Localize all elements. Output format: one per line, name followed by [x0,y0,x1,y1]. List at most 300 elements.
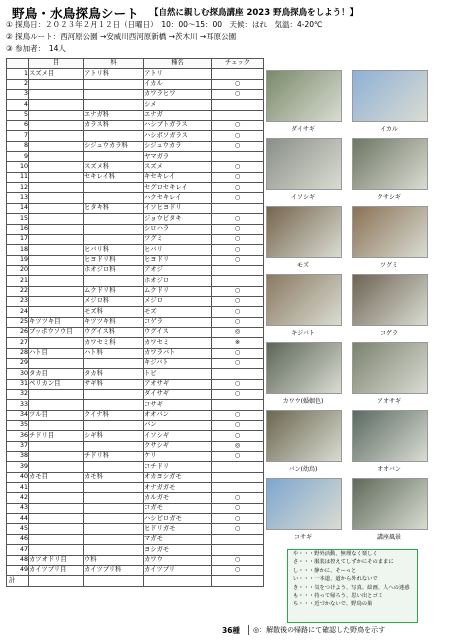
family-cell: シジュウカラ科 [84,141,144,151]
species-cell: キセキレイ [144,172,212,182]
row-number: 22 [7,286,29,296]
row-number: 49 [7,565,29,575]
table-row [7,379,264,389]
family-cell: ヒヨドリ科 [84,255,144,265]
row-number: 8 [7,141,29,151]
photo-caption: クサシギ [377,194,401,201]
table-row [7,524,264,534]
check-cell: ○ [212,555,264,565]
info-route: ② 探鳥ルート：西河原公園 →安威川西河原新橋 →茨木川 →耳原公園 [6,32,237,41]
table-row [7,369,264,379]
check-cell: ◎ [212,441,264,451]
family-cell [84,79,144,89]
row-number: 17 [7,234,29,244]
legend-line: い・・・一本道、道から外れないで [293,576,378,583]
family-cell: カワセミ科 [84,338,144,348]
check-cell [212,69,264,79]
family-cell: エナガ科 [84,110,144,120]
family-cell: ウ科 [84,555,144,565]
order-cell [29,131,84,141]
species-cell: シロハラ [144,224,212,234]
family-cell: カモ科 [84,472,144,482]
check-cell: ○ [212,121,264,131]
row-number: 4 [7,100,29,110]
bird-photo [266,478,342,530]
row-number: 43 [7,503,29,513]
order-cell [29,245,84,255]
family-cell [84,390,144,400]
species-cell: カワウ [144,555,212,565]
order-cell [29,90,84,100]
bird-photo [266,138,342,190]
header-no [7,59,29,69]
bird-photo [352,274,428,326]
order-cell [29,203,84,213]
order-cell [29,255,84,265]
order-cell [29,452,84,462]
row-number: 35 [7,421,29,431]
total-spacer [84,576,144,587]
legend-line: き・・・気をつけよう、写真、絵画、人への迷惑 [293,584,410,591]
family-cell: カラス科 [84,121,144,131]
table-row [7,483,264,493]
table-row [7,307,264,317]
bird-photo [352,410,428,462]
family-cell: タカ科 [84,369,144,379]
order-cell [29,493,84,503]
family-cell [84,152,144,162]
info-participants: ③ 参加者： 14人 [6,44,66,53]
species-cell: セグロセキレイ [144,183,212,193]
table-row [7,183,264,193]
check-cell [212,534,264,544]
table-row [7,472,264,482]
check-cell: ○ [212,503,264,513]
species-cell: カワラヒワ [144,90,212,100]
family-cell: メジロ科 [84,296,144,306]
order-cell [29,483,84,493]
family-cell [84,214,144,224]
species-cell: ヒヨドリ [144,255,212,265]
photo-caption: イカル [380,126,398,133]
row-number: 48 [7,555,29,565]
family-cell [84,131,144,141]
order-cell [29,503,84,513]
row-number: 32 [7,390,29,400]
order-cell: カモ目 [29,472,84,482]
check-cell [212,152,264,162]
family-cell [84,193,144,203]
table-row [7,90,264,100]
bird-photo [266,70,342,122]
species-cell: ヨシガモ [144,545,212,555]
species-cell: ホオジロ [144,276,212,286]
check-cell [212,100,264,110]
total-spacer [212,576,264,587]
species-cell: キジバト [144,358,212,368]
table-row [7,493,264,503]
header-family: 科 [84,59,144,69]
bird-photo [266,274,342,326]
table-row [7,172,264,182]
photo-caption: イソシギ [290,194,315,201]
photo-caption: ツグミ [380,262,398,269]
family-cell: モズ科 [84,307,144,317]
check-cell: ○ [212,431,264,441]
species-cell: コチドリ [144,462,212,472]
species-cell: シジュウカラ [144,141,212,151]
table-row [7,276,264,286]
check-cell [212,472,264,482]
bird-photo [352,70,428,122]
check-cell: ○ [212,245,264,255]
legend-line: も・・・持って帰ろう、思い出とゴミ [293,593,384,600]
family-cell [84,358,144,368]
family-cell [84,90,144,100]
check-cell: ○ [212,90,264,100]
species-cell: スズメ [144,162,212,172]
check-cell: ○ [212,214,264,224]
table-row [7,503,264,513]
row-number: 19 [7,255,29,265]
table-row [7,431,264,441]
row-number: 44 [7,514,29,524]
table-row [7,234,264,244]
order-cell [29,296,84,306]
family-cell: チドリ科 [84,452,144,462]
check-cell: ○ [212,524,264,534]
family-cell: サギ科 [84,379,144,389]
family-cell: カイツブリ科 [84,565,144,575]
check-cell: ○ [212,193,264,203]
check-cell: ○ [212,390,264,400]
table-row [7,462,264,472]
table-row [7,441,264,451]
species-cell: ジョウビタキ [144,214,212,224]
species-cell: イカル [144,79,212,89]
row-number: 20 [7,265,29,275]
order-cell [29,110,84,120]
row-number: 10 [7,162,29,172]
check-cell: ○ [212,162,264,172]
species-cell: ハシビロガモ [144,514,212,524]
species-cell: コゲラ [144,317,212,327]
photo-caption: 講座風景 [376,534,401,541]
check-cell: ○ [212,286,264,296]
order-cell [29,214,84,224]
order-cell [29,152,84,162]
species-cell: ウグイス [144,327,212,337]
row-number: 14 [7,203,29,213]
photo-caption: アオサギ [377,398,401,405]
species-cell: コサギ [144,400,212,410]
species-cell: オオバン [144,410,212,420]
order-cell: タカ目 [29,369,84,379]
check-cell: ○ [212,172,264,182]
table-row [7,555,264,565]
species-cell: ケリ [144,452,212,462]
table-row [7,162,264,172]
row-number: 9 [7,152,29,162]
check-cell: ○ [212,410,264,420]
family-cell [84,421,144,431]
bird-photo [352,206,428,258]
total-label: 計 [7,576,29,587]
table-row [7,121,264,131]
order-cell: カイツブリ目 [29,565,84,575]
order-cell [29,286,84,296]
row-number: 39 [7,462,29,472]
species-cell: シメ [144,100,212,110]
total-count: 36種 [222,626,240,635]
info-date: ① 探鳥日：２０２３年２月１２日（日曜日） 10：00～15：00 天候：はれ 気温：4-20℃ [6,20,323,29]
species-cell: ダイサギ [144,390,212,400]
family-cell [84,276,144,286]
check-cell: ○ [212,348,264,358]
family-cell: ムクドリ科 [84,286,144,296]
order-cell: ペリカン目 [29,379,84,389]
row-number: 3 [7,90,29,100]
check-cell: ○ [212,379,264,389]
species-cell: モズ [144,307,212,317]
check-cell [212,265,264,275]
table-row [7,452,264,462]
check-cell: ○ [212,79,264,89]
species-cell: アトリ [144,69,212,79]
table-row [7,545,264,555]
species-cell: カワセミ [144,338,212,348]
order-cell [29,141,84,151]
legend-line: さ・・・服装は控えてしずかにそのままに [293,559,394,566]
photo-caption: カワウ(婚姻色) [282,398,324,405]
row-number: 34 [7,410,29,420]
check-cell: ○ [212,234,264,244]
check-cell: ※ [212,338,264,348]
family-cell [84,493,144,503]
check-cell [212,462,264,472]
family-cell [84,462,144,472]
check-cell: ◎ [212,327,264,337]
row-number: 7 [7,131,29,141]
order-cell: ハト目 [29,348,84,358]
total-row [7,576,264,587]
row-number: 13 [7,193,29,203]
family-cell: クイナ科 [84,410,144,420]
table-row [7,214,264,224]
family-cell: アトリ科 [84,69,144,79]
order-cell [29,276,84,286]
order-cell: ツル目 [29,410,84,420]
order-cell [29,234,84,244]
row-number: 16 [7,224,29,234]
species-cell: クサシギ [144,441,212,451]
order-cell [29,338,84,348]
family-cell [84,224,144,234]
order-cell [29,524,84,534]
photo-caption: キジバト [291,330,315,337]
photo-caption: モズ [296,262,309,269]
table-row [7,358,264,368]
table-row [7,286,264,296]
photo-caption: コゲラ [379,330,398,337]
family-cell [84,524,144,534]
row-number: 41 [7,483,29,493]
species-cell: エナガ [144,110,212,120]
table-row [7,110,264,120]
table-row [7,400,264,410]
check-cell: ○ [212,514,264,524]
order-cell [29,421,84,431]
check-cell [212,203,264,213]
table-row [7,317,264,327]
check-cell: ○ [212,307,264,317]
row-number: 47 [7,545,29,555]
table-row [7,69,264,79]
table-row [7,255,264,265]
species-cell: アオサギ [144,379,212,389]
table-row [7,193,264,203]
check-cell: ○ [212,358,264,368]
bird-photo [352,478,428,530]
header-check: チェック [212,59,264,69]
order-cell: ブッポウソウ目 [29,327,84,337]
check-cell: ○ [212,452,264,462]
row-number: 2 [7,79,29,89]
family-cell [84,183,144,193]
photo-caption: コサギ [293,534,312,541]
table-row [7,348,264,358]
table-row [7,265,264,275]
family-cell: ヒバリ科 [84,245,144,255]
sheet-title: 野鳥・水鳥探鳥シート [12,6,140,21]
species-cell: バン [144,421,212,431]
row-number: 36 [7,431,29,441]
table-row [7,327,264,337]
row-number: 18 [7,245,29,255]
photo-caption: バン(幼鳥) [288,466,318,473]
species-cell: イソヒヨドリ [144,203,212,213]
species-cell: コガモ [144,503,212,513]
check-cell [212,483,264,493]
family-cell [84,534,144,544]
check-cell: ○ [212,421,264,431]
species-cell: マガモ [144,534,212,544]
order-cell [29,100,84,110]
row-number: 40 [7,472,29,482]
table-row [7,100,264,110]
species-cell: メジロ [144,296,212,306]
check-cell [212,400,264,410]
total-note: ◎：解散後の帰路にて確認した野鳥を示す [248,625,385,635]
order-cell [29,400,84,410]
table-row [7,203,264,213]
table-row [7,296,264,306]
row-number: 33 [7,400,29,410]
check-cell [212,276,264,286]
species-cell: ハシボソガラス [144,131,212,141]
row-number: 46 [7,534,29,544]
species-cell: ヒドリガモ [144,524,212,534]
bird-photo [266,342,342,394]
order-cell: チドリ目 [29,431,84,441]
check-cell [212,369,264,379]
photo-caption: オオバン [377,466,401,473]
check-cell: ○ [212,224,264,234]
table-row [7,410,264,420]
table-header-row [7,59,264,69]
species-cell: ハシブトガラス [144,121,212,131]
row-number: 6 [7,121,29,131]
photo-caption: ダイサギ [291,126,315,133]
order-cell [29,390,84,400]
row-number: 21 [7,276,29,286]
total-spacer [29,576,84,587]
order-cell [29,545,84,555]
order-cell: カツオドリ目 [29,555,84,565]
check-cell: ○ [212,255,264,265]
order-cell: キツツキ目 [29,317,84,327]
order-cell [29,172,84,182]
table-row [7,390,264,400]
table-row [7,534,264,544]
total-spacer [144,576,212,587]
check-cell: ○ [212,141,264,151]
family-cell: ハト科 [84,348,144,358]
order-cell [29,534,84,544]
table-row [7,152,264,162]
row-number: 11 [7,172,29,182]
check-cell [212,110,264,120]
species-cell: イソシギ [144,431,212,441]
header-species: 種名 [144,59,212,69]
family-cell [84,234,144,244]
family-cell [84,514,144,524]
legend-box [287,549,418,623]
family-cell: セキレイ科 [84,172,144,182]
order-cell [29,183,84,193]
family-cell [84,503,144,513]
bird-table [6,58,264,587]
family-cell [84,100,144,110]
check-cell: ○ [212,296,264,306]
row-number: 45 [7,524,29,534]
family-cell [84,441,144,451]
table-body [7,69,264,576]
table-row [7,224,264,234]
order-cell [29,121,84,131]
bird-photo [352,342,428,394]
family-cell: スズメ科 [84,162,144,172]
table-row [7,514,264,524]
family-cell [84,483,144,493]
order-cell [29,307,84,317]
species-cell: アオジ [144,265,212,275]
row-number: 12 [7,183,29,193]
family-cell [84,400,144,410]
row-number: 25 [7,317,29,327]
order-cell [29,224,84,234]
check-cell: ○ [212,493,264,503]
table-row [7,131,264,141]
species-cell: ツグミ [144,234,212,244]
row-number: 23 [7,296,29,306]
row-number: 30 [7,369,29,379]
row-number: 26 [7,327,29,337]
row-number: 37 [7,441,29,451]
order-cell [29,358,84,368]
order-cell [29,162,84,172]
row-number: 28 [7,348,29,358]
